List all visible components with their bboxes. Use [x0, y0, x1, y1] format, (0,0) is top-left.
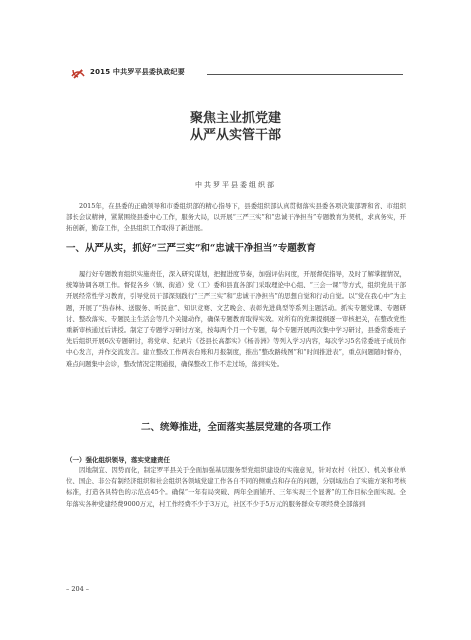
- subsection1-heading: （一）强化组织领导，落实党建责任: [66, 456, 170, 464]
- section2-heading: 二、统筹推进，全面落实基层党建的各项工作: [140, 422, 331, 433]
- running-header: [0, 66, 471, 80]
- header-rule: [207, 74, 403, 75]
- subsection1-paragraph: 因地制宜、因势而化，制定罗平县关于全面加强基层服务型党组织建设的实施意见，针对农村（社区）、机关事业单位、国企、非公有制经济组织和社会组织各领域党建工作各自不同的侧重点和存在的问题，分别域出台了实施方案和考核标准，打造各具特色的示范点45个。确保“一年有局突破、两年全面铺开、三年实现三个显著”的工作目标全面实现。全年落实各种党建经费9000万元，村工作经费不少于3万元，社区不少于5万元的服务群众专项经费全部落到: [66, 466, 406, 508]
- article-title-line2: 从严从实管干部: [189, 128, 281, 143]
- section1-paragraph: 履行好专题教育组织实施责任，深入研究谋划，把握进度节奏，加强评估问度，开展督促指导，及时了解掌握情况，统筹协调各项工作。督促各乡（镇、街道）党（工）委和县直各部门采取理论中心组、“三会一课”等方式，组织党员干部开展经常性学习教育，引导党员干部深刻践行“三严三实”和“忠诚干净担当”的思想自觉和行动自觉。以“党在我心中”为主题，开展了“热春林、送服务、听民意”、知识竞赛、文艺晚会、表彰先进典型等系列主题活动。抓实专题党课、专题研讨、整改落实、专题民主生活会等几个关键动作，确保专题教育取得实效。对所有的党课提纲逐一审核把关，在整改党性重新审核通过后讲授。制定了专题学习研讨方案，按每两个月一个专题，每个专题开展两次集中学习研讨，县委常委班子先后组织开展6次专题研讨，将党章、纪录片《苍县长高都实》《杨善洲》等列入学习内容，每次学习5名常委班子成员作中心发言，并作交流发言。建立整改工作两表台账和月报制度，推出“整改路线图”和“时间推进表”，重点问题随时督办，难点问题集中会诊，整改情况定期通报，确保整改工作不走过场，落到实处。: [66, 270, 406, 368]
- article-title-line1: 聚焦主业抓党建: [189, 111, 281, 126]
- running-title: 2015 中共罗平县委执政纪要: [90, 68, 185, 76]
- intro-paragraph: 2015年，在县委的正确领导和市委组织部的精心指导下，县委组织部认真贯彻落实县委各项决策部署和省、市组织部长会议精神，紧紧围绕县委中心工作，服务大局，以开展“三严三实”和“忠诚干净担当”专题教育为契机，求真务实，开拓创新，勤奋工作，全县组织工作取得了新进展。: [66, 202, 406, 233]
- section1-heading: 一、从严从实，抓好“三严三实”和“忠诚干净担当”专题教育: [66, 243, 316, 254]
- party-emblem-icon: [70, 66, 86, 80]
- article-author: 中共罗平县委组织部: [195, 181, 276, 189]
- page-number: – 204 –: [66, 585, 90, 593]
